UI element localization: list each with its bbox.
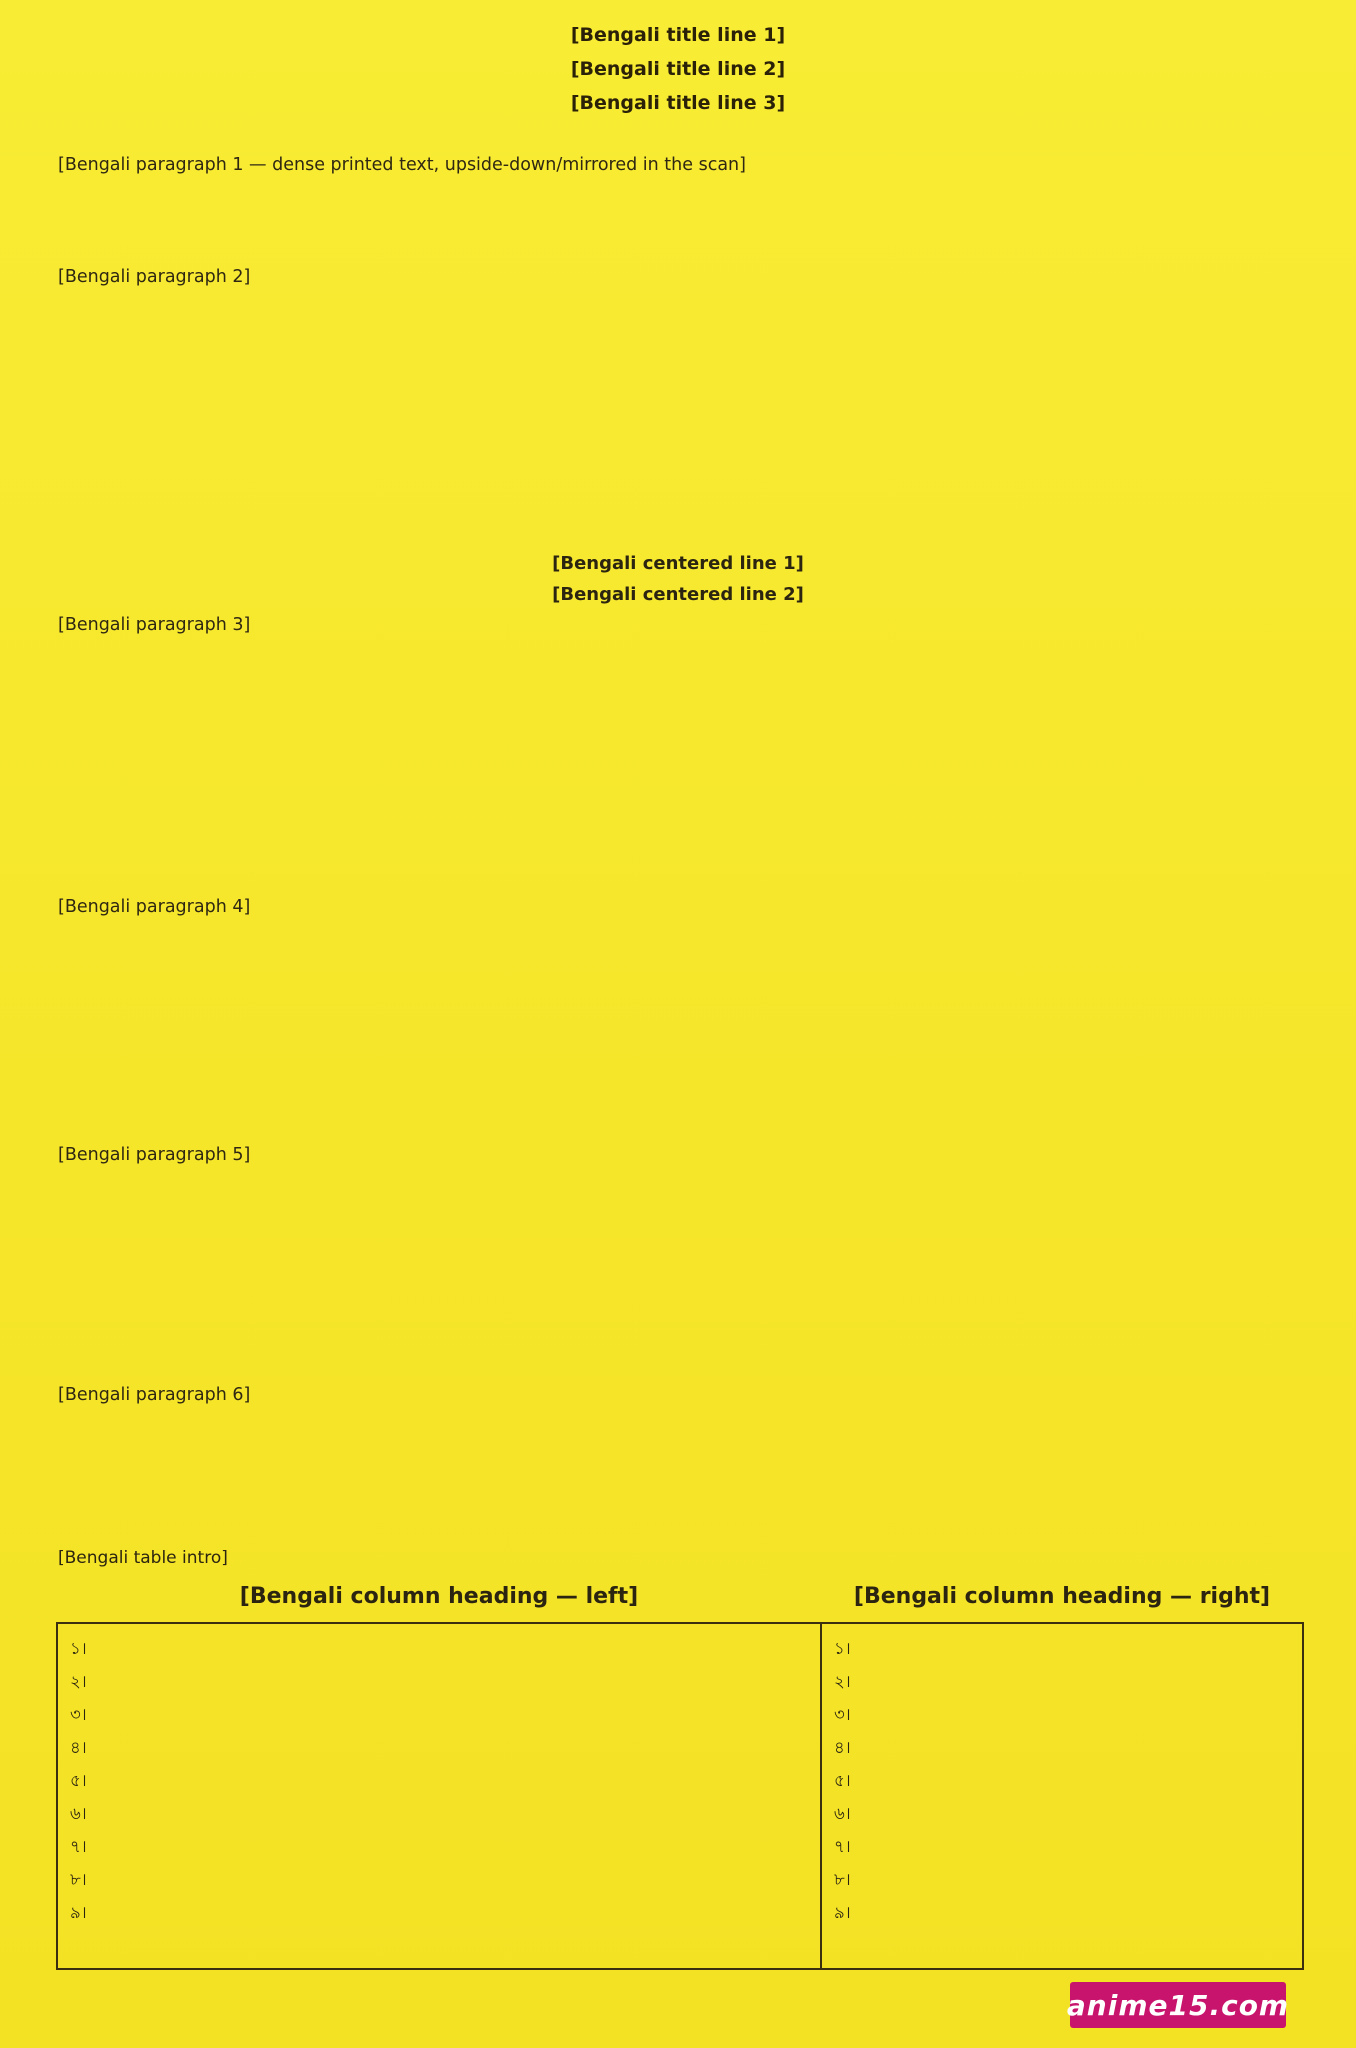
table-intro: [Bengali table intro] <box>58 1548 228 1568</box>
table-left-row-6: ৬। <box>70 1804 87 1823</box>
center-heading <box>0 548 1356 610</box>
comparison-table <box>56 1584 1304 1970</box>
table-left-row-8: ৮। <box>70 1870 87 1889</box>
header-line-1: [Bengali title line 1] <box>570 24 786 46</box>
table-right-row-5: ৫। <box>834 1771 851 1790</box>
center-line-1: [Bengali centered line 1] <box>552 553 804 574</box>
site-watermark: anime15.com <box>1070 1982 1286 2028</box>
header-line-2: [Bengali title line 2] <box>570 58 786 80</box>
table-right-row-4: ৪। <box>834 1738 851 1757</box>
paragraph-5: [Bengali paragraph 5] <box>58 1145 251 1165</box>
table-right-header: [Bengali column heading — right] <box>853 1584 1271 1609</box>
table-right-row-7: ৭। <box>834 1837 851 1856</box>
table-right-row-3: ৩। <box>834 1705 851 1724</box>
table-right-rows <box>834 1632 1290 1929</box>
table-column-right <box>822 1584 1302 1968</box>
table-left-row-9: ৯। <box>70 1903 87 1922</box>
paragraph-2: [Bengali paragraph 2] <box>58 267 251 287</box>
table-left-row-4: ৪। <box>70 1738 87 1757</box>
table-left-rows <box>70 1632 808 1929</box>
table-left-row-1: ১। <box>70 1639 87 1658</box>
table-left-row-3: ৩। <box>70 1705 87 1724</box>
table-left-header: [Bengali column heading — left] <box>239 1584 639 1609</box>
table-right-row-1: ১। <box>834 1639 851 1658</box>
center-line-2: [Bengali centered line 2] <box>552 584 804 605</box>
header-line-3: [Bengali title line 3] <box>570 92 786 114</box>
paragraph-1: [Bengali paragraph 1 — dense printed text, upside-down/mirrored in the scan] <box>58 155 746 175</box>
paragraph-6: [Bengali paragraph 6] <box>58 1385 251 1405</box>
table-column-left <box>58 1584 822 1968</box>
table-right-row-6: ৬। <box>834 1804 851 1823</box>
paragraph-4: [Bengali paragraph 4] <box>58 897 251 917</box>
table-left-row-2: ২। <box>70 1672 87 1691</box>
document-header <box>0 18 1356 120</box>
paragraph-3: [Bengali paragraph 3] <box>58 615 251 635</box>
table-left-row-7: ৭। <box>70 1837 87 1856</box>
table-right-row-2: ২। <box>834 1672 851 1691</box>
table-right-row-9: ৯। <box>834 1903 851 1922</box>
table-right-row-8: ৮। <box>834 1870 851 1889</box>
table-left-row-5: ৫। <box>70 1771 87 1790</box>
